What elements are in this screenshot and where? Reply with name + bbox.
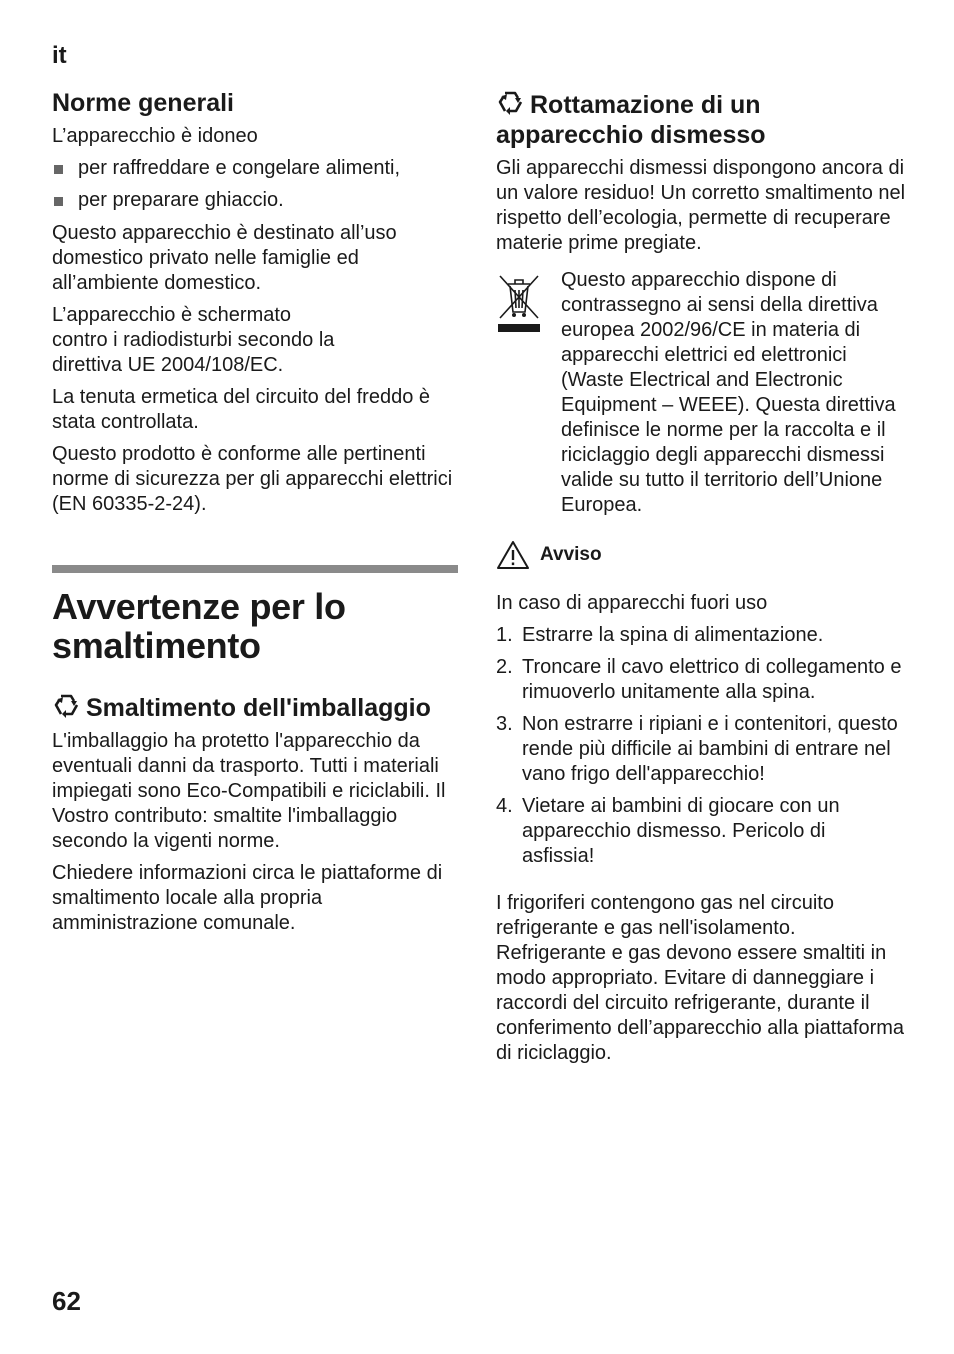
general-rules-heading: Norme generali [52, 89, 235, 117]
scrapping-title: Rottamazione di un apparecchio dismesso [496, 91, 766, 149]
list-item [496, 794, 906, 869]
warning-intro: In caso di apparecchi fuori uso [496, 592, 768, 614]
paragraph-weee: Questo apparecchio dispone di contrassegno ai sensi della direttiva europea 2002/96/CE in materia di apparecchi elettrici ed elettronici (Waste Electrical and Electronic Equipment – WEEE). Questa direttiva definisce le norme per la raccolta e il riciclaggio degli apparecchi dismessi valide su tutto il territorio dell’Unione Europea. [561, 269, 896, 516]
packaging-disposal-title: Smaltimento dell'imballaggio [86, 694, 431, 722]
step-text: Estrarre la spina di alimentazione. [522, 624, 824, 646]
paragraph-domestic-use: Questo apparecchio è destinato all’uso domestico privato nelle famiglie ed all’ambiente domestico. [52, 222, 397, 294]
paragraph-packaging: L'imballaggio ha protetto l'apparecchio da eventuali danni da trasporto. Tutti i materiali impiegati sono Eco-Compatibili e riciclabili. Il Vostro contributo: smaltite l'imballaggio secondo la vigenti norme. [52, 730, 446, 852]
section-divider [52, 565, 458, 573]
step-number: 2. [496, 656, 513, 678]
scrapping-heading [496, 88, 906, 150]
crossed-bin-icon [496, 272, 542, 336]
paragraph-local-platforms: Chiedere informazioni circa le piattaforme di smaltimento locale alla propria amministrazione comunale. [52, 862, 443, 934]
step-number: 1. [496, 624, 513, 646]
page-number: 62 [52, 1286, 81, 1316]
warning-title: Avviso [540, 544, 602, 565]
recycle-icon [52, 691, 80, 719]
left-column [52, 88, 462, 943]
packaging-disposal-heading [52, 691, 462, 723]
list-item [496, 623, 906, 648]
step-number: 4. [496, 795, 513, 817]
disposal-steps-list [496, 623, 906, 869]
list-item: per preparare ghiaccio. [52, 188, 462, 213]
paragraph-refrigerant-gas: I frigoriferi contengono gas nel circuito refrigerante e gas nell'isolamento. Refrigerante e gas devono essere smaltiti in modo appropriato. Evitare di danneggiare i raccordi del circuito refrigerante, durante il conferimento dell’apparecchio alla piattaforma di riciclaggio. [496, 892, 905, 1064]
weee-icon-wrapper [496, 268, 546, 525]
step-text: Non estrarre i ripiani e i contenitori, questo rende più difficile ai bambini di entrare nel vano frigo dell'apparecchio! [522, 713, 898, 785]
weee-block [496, 268, 906, 525]
paragraph-safety-norms: Questo prodotto è conforme alle pertinenti norme di sicurezza per gli apparecchi elettrici (EN 60335-2-24). [52, 443, 453, 515]
warning-icon [496, 539, 530, 571]
list-item [496, 712, 906, 787]
list-item: per raffreddare e congelare alimenti, [52, 156, 462, 181]
warning-header [496, 539, 906, 571]
disposal-heading: Avvertenze per lo smaltimento [52, 586, 346, 666]
paragraph-circuit-tightness: La tenuta ermetica del circuito del freddo è stata controllata. [52, 386, 430, 433]
step-text: Troncare il cavo elettrico di collegamento e rimuoverlo unitamente alla spina. [522, 656, 902, 703]
recycle-icon [496, 88, 524, 116]
step-text: Vietare ai bambini di giocare con un apparecchio dismesso. Pericolo di asfissia! [522, 795, 840, 867]
paragraph-radio-shielding: L’apparecchio è schermato contro i radiodisturbi secondo la direttiva UE 2004/108/EC. [52, 304, 335, 376]
language-code: it [52, 42, 67, 69]
usage-list [52, 156, 462, 213]
paragraph-residual-value: Gli apparecchi dismessi dispongono ancora di un valore residuo! Un corretto smaltimento nel rispetto dell’ecologia, permette di recuperare materie prime pregiate. [496, 157, 906, 254]
list-item [496, 655, 906, 705]
general-intro: L’apparecchio è idoneo [52, 125, 258, 147]
step-number: 3. [496, 713, 513, 735]
right-column [496, 88, 906, 1073]
